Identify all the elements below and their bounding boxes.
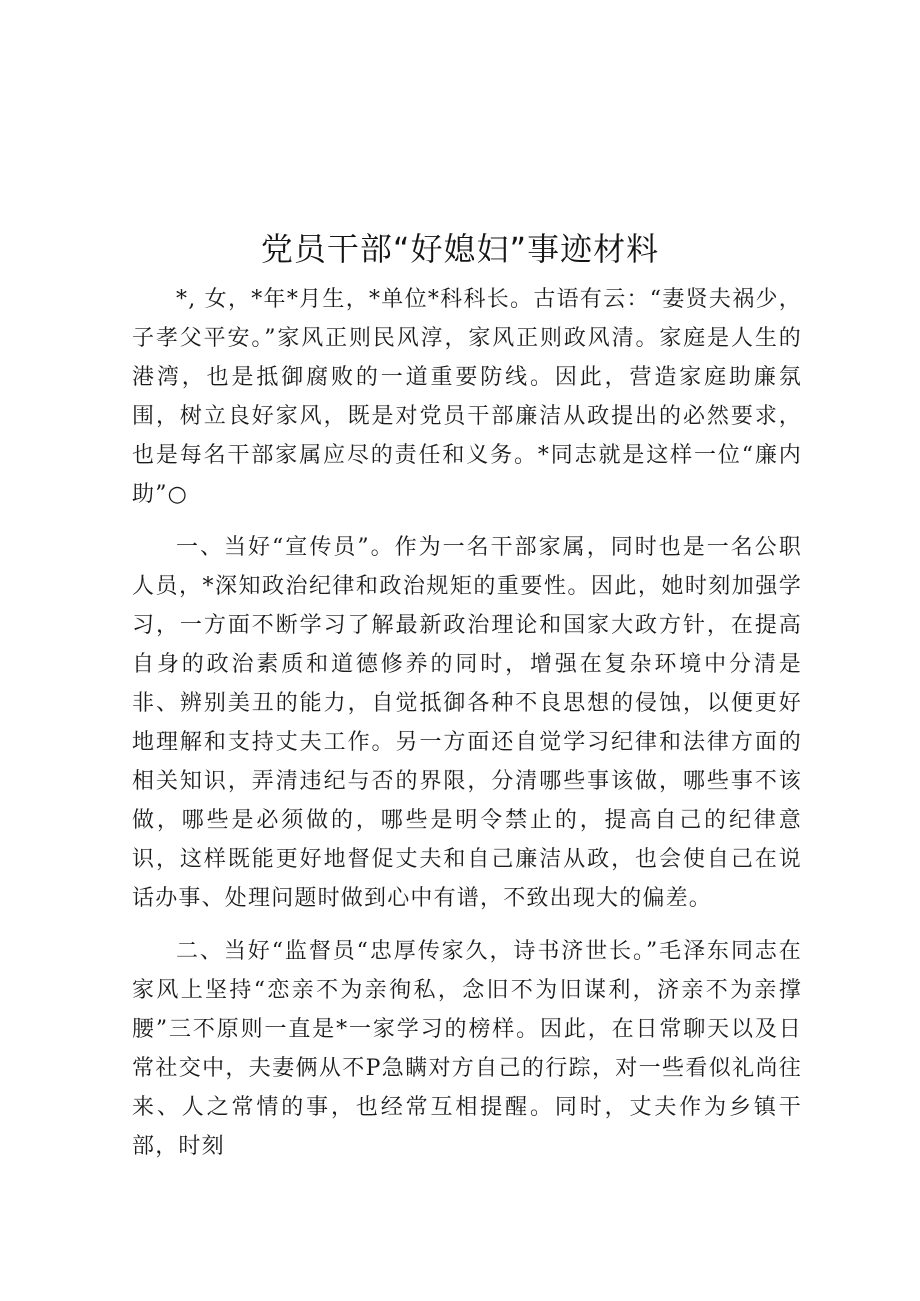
paragraph-section-one: 一、当好“宣传员”。作为一名干部家属，同时也是一名公职人员，*深知政治纪律和政治规矩的重要性。因此，她时刻加强学习，一方面不断学习了解最新政治理论和国家大政方针，在提高自身的政治素质和道德修养的同时，增强在复杂环境中分清是非、辨别美丑的能力，自觉抵御各种不良思想的侵蚀，以便更好地理解和支持丈夫工作。另一方面还自觉学习纪律和法律方面的相关知识，弄清违纪与否的界限，分清哪些事该做，哪些事不该做，哪些是必须做的，哪些是明令禁止的，提高自己的纪律意识，这样既能更好地督促丈夫和自己廉洁从政，也会使自己在说话办事、处理问题时做到心中有谱，不致出现大的偏差。	[132, 535, 802, 911]
document-title: 党员干部“好媳妇”事迹材料	[260, 230, 660, 268]
document-body	[132, 280, 802, 1180]
paragraph-intro: *, 女，*年*月生，*单位*科科长。古语有云：“妻贤夫祸少，子孝父平安。”家风正则民风淳，家风正则政风清。家庭是人生的港湾，也是抵御腐败的一道重要防线。因此，营造家庭助廉氛围，树立良好家风，既是对党员干部廉洁从政提出的必然要求，也是每名干部家属应尽的责任和义务。*同志就是这样一位“廉内助”○	[132, 287, 802, 507]
paragraph-section-two: 二、当好“监督员“忠厚传家久，诗书济世长。”毛泽东同志在家风上坚持“恋亲不为亲徇私，念旧不为旧谋利，济亲不为亲撑腰”三不原则一直是*一家学习的榜样。因此，在日常聊天以及日常社交中，夫妻俩从不P急瞒对方自己的行踪，对一些看似礼尚往来、人之常情的事，也经常互相提醒。同时，丈夫作为乡镇干部，时刻	[132, 939, 802, 1159]
